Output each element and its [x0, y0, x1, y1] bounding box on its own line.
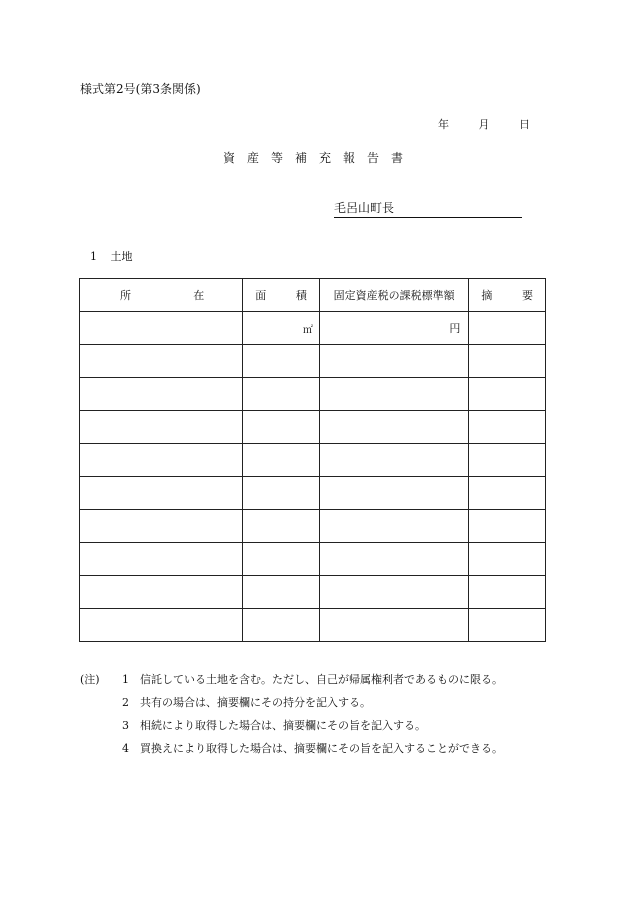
table-row — [80, 378, 546, 411]
cell-location[interactable] — [80, 510, 243, 543]
form-number: 様式第2号(第3条関係) — [80, 82, 201, 96]
note-text: 買換えにより取得した場合は、摘要欄にその旨を記入することができる。 — [140, 742, 503, 755]
header-summary-char2: 要 — [522, 289, 533, 302]
date-line — [438, 116, 530, 132]
cell-tax-base[interactable] — [319, 312, 468, 345]
notes-label: (注) — [80, 673, 100, 686]
table-row — [80, 345, 546, 378]
cell-location[interactable] — [80, 609, 243, 642]
cell-location[interactable] — [80, 345, 243, 378]
note-item — [80, 737, 503, 760]
cell-summary[interactable] — [469, 543, 546, 576]
cell-area[interactable] — [243, 345, 320, 378]
header-location-char1: 所 — [120, 289, 131, 302]
cell-area[interactable] — [243, 411, 320, 444]
cell-location[interactable] — [80, 411, 243, 444]
cell-summary[interactable] — [469, 444, 546, 477]
note-item — [80, 691, 503, 714]
header-area-char2: 積 — [295, 289, 307, 302]
cell-tax-base[interactable] — [319, 345, 468, 378]
header-location — [80, 279, 243, 312]
header-summary-char1: 摘 — [481, 289, 493, 302]
table-row — [80, 576, 546, 609]
land-table — [79, 278, 546, 642]
cell-summary[interactable] — [469, 411, 546, 444]
cell-location[interactable] — [80, 378, 243, 411]
header-summary — [469, 279, 546, 312]
date-day-label: 日 — [519, 118, 530, 131]
note-item — [80, 714, 503, 737]
section-heading — [90, 248, 133, 264]
cell-summary[interactable] — [469, 510, 546, 543]
yen-unit: 円 — [449, 322, 461, 335]
cell-tax-base[interactable] — [319, 477, 468, 510]
cell-area[interactable] — [243, 378, 320, 411]
table-row — [80, 510, 546, 543]
header-tax-base: 固定資産税の課税標準額 — [319, 279, 468, 312]
cell-tax-base[interactable] — [319, 378, 468, 411]
note-number: 1 — [122, 673, 129, 686]
section-number: 1 — [90, 250, 97, 263]
header-area — [243, 279, 320, 312]
cell-area[interactable] — [243, 510, 320, 543]
cell-summary[interactable] — [469, 576, 546, 609]
cell-tax-base[interactable] — [319, 411, 468, 444]
cell-location[interactable] — [80, 477, 243, 510]
cell-tax-base[interactable] — [319, 609, 468, 642]
cell-location[interactable] — [80, 444, 243, 477]
date-year-label: 年 — [438, 118, 449, 131]
cell-area[interactable] — [243, 609, 320, 642]
table-row — [80, 477, 546, 510]
cell-area[interactable] — [243, 444, 320, 477]
area-unit: ㎡ — [302, 324, 313, 336]
table-row — [80, 411, 546, 444]
note-number: 2 — [122, 696, 129, 709]
header-area-char1: 面 — [255, 289, 267, 302]
note-text: 相続により取得した場合は、摘要欄にその旨を記入する。 — [140, 719, 426, 732]
cell-location[interactable] — [80, 543, 243, 576]
cell-area[interactable] — [243, 312, 320, 345]
note-number: 3 — [122, 719, 129, 732]
cell-location[interactable] — [80, 312, 243, 345]
cell-tax-base[interactable] — [319, 444, 468, 477]
section-label: 土地 — [110, 250, 133, 263]
cell-tax-base[interactable] — [319, 576, 468, 609]
cell-summary[interactable] — [469, 345, 546, 378]
table-row — [80, 543, 546, 576]
cell-area[interactable] — [243, 477, 320, 510]
cell-summary[interactable] — [469, 609, 546, 642]
note-number: 4 — [122, 742, 129, 755]
cell-tax-base[interactable] — [319, 510, 468, 543]
table-row — [80, 609, 546, 642]
table-header-row — [80, 279, 546, 312]
document-title: 資産等補充報告書 — [222, 151, 415, 165]
notes — [80, 668, 503, 760]
cell-tax-base[interactable] — [319, 543, 468, 576]
header-location-char2: 在 — [193, 289, 205, 302]
cell-area[interactable] — [243, 576, 320, 609]
table-row — [80, 444, 546, 477]
cell-location[interactable] — [80, 576, 243, 609]
note-text: 共有の場合は、摘要欄にその持分を記入する。 — [140, 696, 371, 709]
cell-area[interactable] — [243, 543, 320, 576]
cell-summary[interactable] — [469, 378, 546, 411]
table-row — [80, 312, 546, 345]
note-item — [80, 668, 503, 691]
date-month-label: 月 — [478, 118, 490, 131]
cell-summary[interactable] — [469, 312, 546, 345]
addressee: 毛呂山町長 — [334, 199, 522, 218]
note-text: 信託している土地を含む。ただし、自己が帰属権利者であるものに限る。 — [140, 673, 503, 686]
cell-summary[interactable] — [469, 477, 546, 510]
